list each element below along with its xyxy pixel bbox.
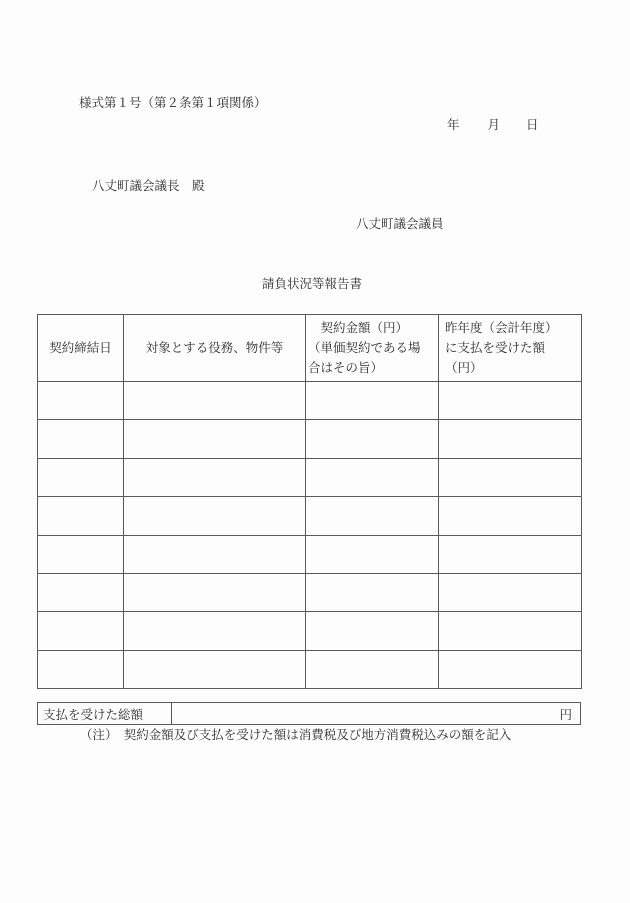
footnote: （注） 契約金額及び支払を受けた額は消費税及び地方消費税込みの額を記入 (80, 727, 512, 742)
total-amount-field[interactable] (172, 703, 581, 725)
cell-subject[interactable] (124, 612, 306, 650)
header-contract-date: 契約締結日 (38, 315, 124, 382)
cell-contract-date[interactable] (38, 573, 124, 611)
cell-subject[interactable] (124, 650, 306, 688)
date-line (447, 119, 539, 132)
table-row (38, 650, 582, 688)
cell-contract-date[interactable] (38, 612, 124, 650)
year-label: 年 (447, 117, 460, 132)
total-table (37, 702, 581, 725)
cell-last-year-paid[interactable] (439, 573, 582, 611)
cell-subject[interactable] (124, 573, 306, 611)
table-row (38, 497, 582, 535)
cell-last-year-paid[interactable] (439, 420, 582, 458)
cell-contract-amount[interactable] (306, 420, 439, 458)
header-subject: 対象とする役務、物件等 (124, 315, 306, 382)
cell-contract-date[interactable] (38, 535, 124, 573)
table-row (38, 382, 582, 420)
cell-subject[interactable] (124, 535, 306, 573)
cell-subject[interactable] (124, 382, 306, 420)
cell-subject[interactable] (124, 497, 306, 535)
cell-last-year-paid[interactable] (439, 650, 582, 688)
cell-contract-date[interactable] (38, 650, 124, 688)
cell-contract-date[interactable] (38, 420, 124, 458)
total-row (38, 703, 581, 725)
cell-last-year-paid[interactable] (439, 612, 582, 650)
document-title: 請負状況等報告書 (262, 276, 363, 291)
day-label: 日 (526, 117, 539, 132)
table-row (38, 612, 582, 650)
table-row (38, 458, 582, 496)
header-contract-amount: 契約金額（円） （単価契約である場 合はその旨） (306, 315, 439, 382)
yen-unit: 円 (559, 706, 572, 722)
report-table (37, 314, 582, 689)
cell-contract-amount[interactable] (306, 650, 439, 688)
table-row (38, 420, 582, 458)
cell-contract-date[interactable] (38, 458, 124, 496)
table-row (38, 535, 582, 573)
cell-contract-amount[interactable] (306, 612, 439, 650)
cell-contract-date[interactable] (38, 497, 124, 535)
cell-contract-date[interactable] (38, 382, 124, 420)
cell-contract-amount[interactable] (306, 535, 439, 573)
cell-last-year-paid[interactable] (439, 458, 582, 496)
cell-last-year-paid[interactable] (439, 535, 582, 573)
addressee: 八丈町議会議長 殿 (92, 178, 205, 193)
table-row (38, 573, 582, 611)
cell-subject[interactable] (124, 420, 306, 458)
form-number: 様式第１号（第２条第１項関係） (79, 95, 267, 110)
cell-subject[interactable] (124, 458, 306, 496)
sender: 八丈町議会議員 (356, 216, 444, 231)
cell-contract-amount[interactable] (306, 458, 439, 496)
table-header-row (38, 315, 582, 382)
cell-last-year-paid[interactable] (439, 497, 582, 535)
header-last-year-paid: 昨年度（会計年度） に支払を受けた額 （円） (439, 315, 582, 382)
month-label: 月 (487, 117, 501, 132)
cell-contract-amount[interactable] (306, 573, 439, 611)
cell-contract-amount[interactable] (306, 382, 439, 420)
total-label: 支払を受けた総額 (38, 703, 172, 725)
cell-contract-amount[interactable] (306, 497, 439, 535)
cell-last-year-paid[interactable] (439, 382, 582, 420)
